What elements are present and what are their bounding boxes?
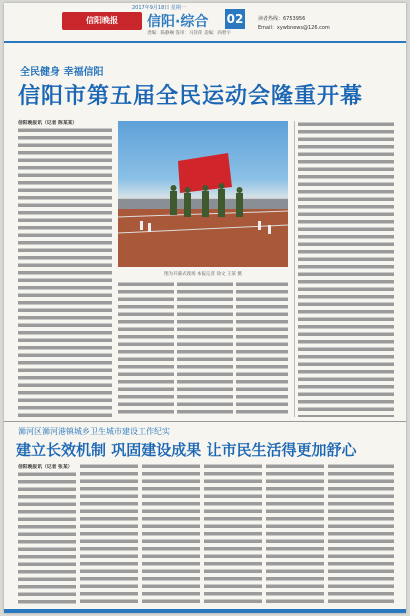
story2-column-1 bbox=[18, 471, 76, 605]
newspaper-logo: 信阳晚报 bbox=[62, 12, 142, 30]
story1-column-2 bbox=[118, 281, 174, 417]
story2-column-5 bbox=[266, 463, 324, 605]
story1-byline: 信阳晚报讯（记者 陈某某） bbox=[18, 121, 78, 126]
story1-headline: 信阳市第五届全民运动会隆重开幕 bbox=[18, 84, 364, 109]
story1-column-5 bbox=[298, 121, 394, 417]
flag-bearers-illustration bbox=[118, 121, 288, 267]
section-title: 信阳·综合 bbox=[147, 14, 209, 30]
issue-date: 2017年9月18日 星期一 bbox=[132, 5, 186, 11]
story2-column-6 bbox=[328, 463, 394, 605]
photo-caption: 图为开幕式现场 本报记者 徐文 王某 摄 bbox=[164, 272, 242, 277]
page-number: 02 bbox=[225, 9, 245, 29]
masthead-rule bbox=[4, 41, 406, 43]
story2-headline: 建立长效机制 巩固建设成果 让市民生活得更加舒心 bbox=[16, 441, 357, 459]
story1-column-3 bbox=[177, 281, 233, 417]
story2-column-4 bbox=[204, 463, 262, 605]
column-divider bbox=[294, 121, 295, 417]
newspaper-page bbox=[4, 3, 406, 613]
footer-rule bbox=[4, 609, 406, 613]
reader-hotline: 读者热线：6753956 bbox=[258, 16, 306, 22]
contact-email: Email：xywbnews@126.com bbox=[258, 25, 330, 31]
story2-column-3 bbox=[142, 463, 200, 605]
opening-ceremony-photo bbox=[118, 121, 288, 267]
story1-column-1 bbox=[18, 127, 112, 417]
editor-credits: 责编：陈静娴 签审：马萍萍 美编：尚智宇 bbox=[147, 31, 231, 36]
story1-column-4 bbox=[236, 281, 288, 417]
masthead bbox=[4, 3, 406, 41]
story1-subhead: 全民健身 幸福信阳 bbox=[20, 67, 104, 78]
story2-kicker: 浉河区浉河港镇城乡卫生城市建设工作纪实 bbox=[18, 427, 170, 436]
story2-column-2 bbox=[80, 463, 138, 605]
story2-byline: 信阳晚报讯（记者 张某） bbox=[18, 465, 73, 470]
story-separator bbox=[4, 421, 406, 422]
